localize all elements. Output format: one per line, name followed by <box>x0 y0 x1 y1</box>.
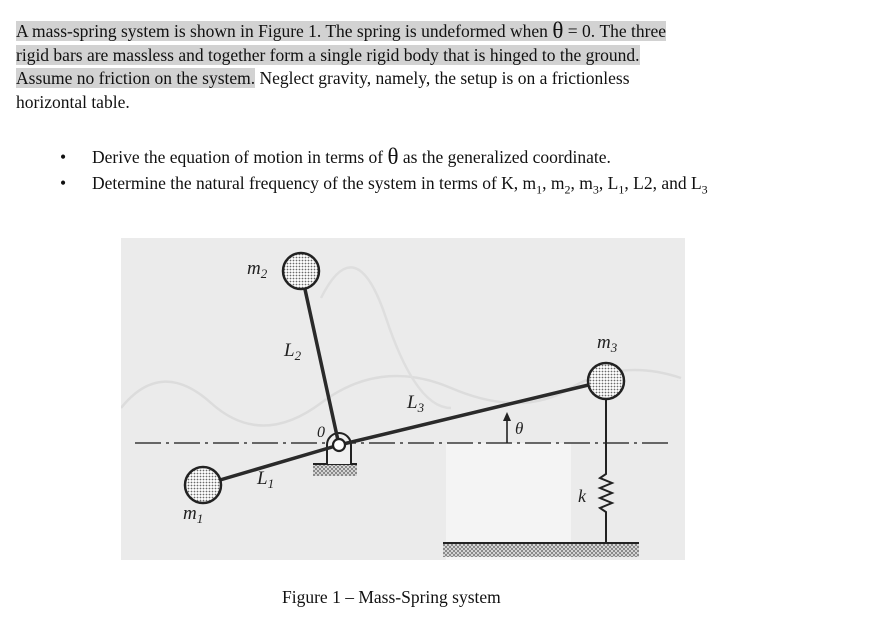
task-1-end: as the generalized coordinate. <box>398 147 611 167</box>
m3-subscript: 3 <box>592 182 599 197</box>
figure-caption: Figure 1 – Mass-Spring system <box>282 587 501 607</box>
mass-m3 <box>588 363 624 399</box>
L1-subscript: 1 <box>618 182 625 197</box>
task-item-eom <box>60 144 708 170</box>
mass-spring-figure <box>121 238 685 560</box>
task-2-start: Determine the natural frequency of the system in terms of K, m <box>92 173 537 193</box>
ground-hatch-right <box>443 543 639 557</box>
task-2-end: , L2, and L <box>624 173 702 193</box>
bullet-icon: • <box>60 173 67 193</box>
pivot-ground-hatch <box>313 464 357 476</box>
label-m2: $m_2$ <box>247 258 268 281</box>
task-1-start: Derive the equation of motion in terms of <box>92 147 388 167</box>
problem-line-3-highlighted: Assume no friction on the system. <box>16 68 256 88</box>
hinge-pin <box>333 439 345 451</box>
mass-m2 <box>283 253 319 289</box>
problem-statement <box>16 20 816 114</box>
problem-line-3-rest: Neglect gravity, namely, the setup is on a frictionless <box>255 68 630 88</box>
problem-line-1 <box>16 18 667 43</box>
label-L2: $L_2$ <box>284 340 302 363</box>
m1-subscript: 1 <box>536 182 543 197</box>
bullet-icon: • <box>60 147 67 167</box>
problem-line-4: horizontal table. <box>16 91 130 112</box>
label-L3: $L_3$ <box>407 392 425 415</box>
task-2-sep-1: , m <box>542 173 565 193</box>
label-theta: θ <box>515 419 524 438</box>
problem-line-1-end: = 0. The three <box>563 21 667 41</box>
problem-line-2: rigid bars are massless and together form a single rigid body that is hinged to the ground. <box>16 44 640 65</box>
label-origin: 0 <box>317 424 325 441</box>
m2-subscript: 2 <box>564 182 571 197</box>
task-list <box>60 144 708 203</box>
label-m3: $m_3$ <box>597 332 618 355</box>
theta-symbol: θ <box>387 144 399 169</box>
problem-line-1-start: A mass-spring system is shown in Figure 1. The spring is undeformed when <box>16 21 553 41</box>
label-m1: $m_1$ <box>183 503 204 526</box>
label-L1: $L_1$ <box>257 468 275 491</box>
theta-symbol: θ <box>552 18 564 43</box>
task-2-sep-2: , m <box>570 173 593 193</box>
task-2-sep-3: , L <box>598 173 619 193</box>
task-item-natural-frequency <box>60 170 708 203</box>
label-k: k <box>578 486 586 506</box>
mass-m1 <box>185 467 221 503</box>
L3-subscript: 3 <box>701 182 708 197</box>
